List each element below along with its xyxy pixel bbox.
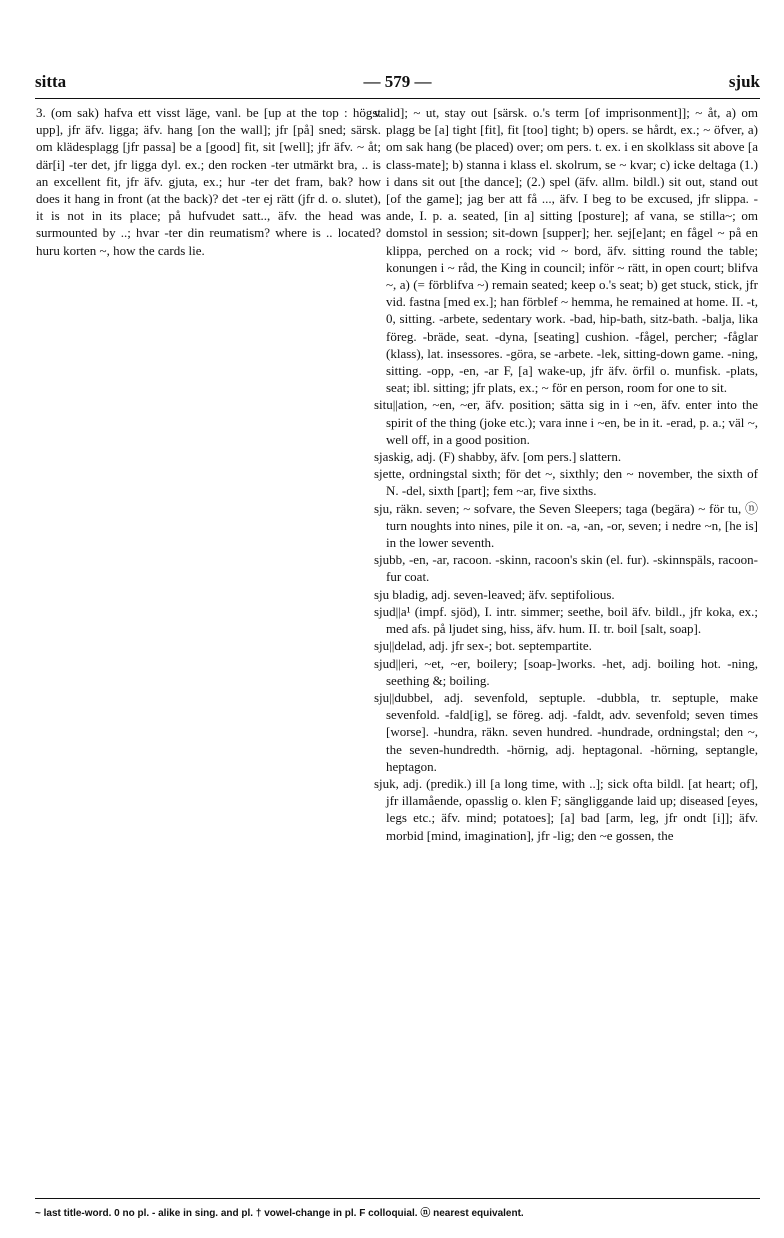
right-running-headword: sjuk bbox=[728, 72, 760, 91]
entry-paragraph: sjud||a¹ (impf. sjöd), I. intr. simmer; seethe, boil äfv. bildl., jfr koka, ex.; med afs. på ljudet sing, hiss, äfv. hum. II. tr. boil [salt, soap]. bbox=[374, 603, 758, 637]
entry-paragraph: valid]; ~ ut, stay out [särsk. o.'s term [of imprisonment]]; ~ åt, a) om plagg be [a] tight [fit], fit [too] tight; b) opers. se hårdt, ex.; ~ öfver, a) om sak hang (be placed) over; om pers. t. ex. i en skolklass sit above [a class-mate]; b) stanna i klass el. skolrum, se ~ kvar; c) icke deltaga (1.) i dans sit out [the dance]; (2.) spel (äfv. allm. bildl.) sit out, stand out [of the game]; jag ber att få ..., äfv. I beg to be excused, jfr slippa. -ande, I. p. a. seated, [in a] sitting [posture]; af vana, se stilla~; om domstol in session; sit-down [supper]; her. sej[e]ant; en fågel ~ på en klippa, perched on a rock; vid ~ bord, äfv. sitting round the table; konungen i ~ råd, the King in council; inför ~ rätt, in open court; blifva ~, a) (= förblifva ~) remain seated; keep o.'s seat; b) get stuck, stick, jfr vid. fastna [med ex.]; han förblef ~ hemma, he remained at home. II. -t, 0, sitting. -arbete, sedentary work. -bad, hip-bath, sitz-bath. -balja, lika föreg. -bräde, seat. -dyna, [seating] cushion. -fågel, percher; -fåglar (klass), lat. insessores. -göra, se -arbete. -lek, sitting-down game. -ning, sitting. -opp, -en, -ar F, [a] wake-up, jfr äfv. örfil o. munfisk. -plats, seat; ibl. sitting; jfr plats, ex.; ~ för en person, room for one to sit. bbox=[374, 105, 758, 396]
right-column bbox=[374, 104, 758, 844]
entry-paragraph: sjud||eri, ~et, ~er, boilery; [soap-]works. -het, adj. boiling hot. -ning, seething &; boiling. bbox=[374, 655, 758, 688]
entry-paragraph: sjubb, -en, -ar, racoon. -skinn, racoon's skin (el. fur). -skinnspäls, racoon-fur coat. bbox=[374, 552, 758, 585]
entry-paragraph: sju, räkn. seven; ~ sofvare, the Seven Sleepers; taga (begära) ~ för tu, ⓝ turn noughts into nines, pile it on. -a, -an, -or, seven; i nedre ~n, [he is] in the lower seventh. bbox=[374, 500, 758, 551]
entry-paragraph: sjuk, adj. (predik.) ill [a long time, with ..]; sick ofta bildl. [at heart; of], jfr illamående, opasslig o. klen F; sängliggande laid up; diseased [eyes, legs etc.; äfv. mind; potatoes]; [a] bad [arm, leg, jfr ondt [i]]; äfv. morbid [mind, imagination], jfr -lig; den ~e gossen, the bbox=[374, 775, 758, 843]
entry-paragraph: sju bladig, adj. seven-leaved; äfv. septifolious. bbox=[374, 586, 615, 602]
header-rule bbox=[35, 98, 760, 99]
entry-paragraph: 3. (om sak) hafva ett visst läge, vanl. be [up at the top : högst upp], jfr äfv. ligga; äfv. hang [on the wall]; jfr [på] sned; särsk. om klädesplagg [jfr passa] be a [good] fit, sit [well]; jfr äfv. ~ åt; där[i] -ter det, jfr ligga dyl. ex.; den rocken -ter utmärkt bra, .. is an excellent fit, jfr äfv. gjuta, ex.; hur -ter det fram, bak? how does it hang in front (at the back)? det -ter ej rätt (jfr d. o. slutet), it is not in its place; på hufvudet satt.., äfv. the head was surmounted by ..; hvar -ter din reumatism? where is .. located? huru korten ~, how the cards lie. bbox=[36, 105, 381, 258]
entry-paragraph: sjaskig, adj. (F) shabby, äfv. [om pers.] slattern. bbox=[374, 449, 622, 465]
abbreviation-key-footer: ~ last title-word. 0 no pl. - alike in sing. and pl. † vowel-change in pl. F colloquial. ⓝ nearest equivalent. bbox=[35, 1208, 524, 1219]
page-header bbox=[35, 72, 760, 100]
entry-paragraph: situ||ation, ~en, ~er, äfv. position; sätta sig in i ~en, äfv. enter into the spirit of the thing (joke etc.); vara inne i ~en, be in it. -erad, p. a.; väl ~, well off, in a good position. bbox=[374, 397, 758, 447]
left-running-headword: sitta bbox=[35, 72, 67, 91]
footer-rule bbox=[35, 1198, 760, 1199]
entry-paragraph: sjette, ordningstal sixth; för det ~, sixthly; den ~ november, the sixth of N. -del, sixth [part]; fem ~ar, five sixths. bbox=[374, 466, 758, 499]
entry-paragraph: sju||dubbel, adj. sevenfold, septuple. -dubbla, tr. septuple, make sevenfold. -fald[ig], se föreg. adj. -faldt, adv. sevenfold; seven times [worse]. -hundra, räkn. seven hundred. -hundrade, ordningstal; den ~, the seven-hundredth. -hörnig, adj. heptagonal. -hörning, septangle, heptagon. bbox=[374, 689, 758, 774]
page-number: — 579 — bbox=[363, 72, 432, 91]
left-column bbox=[36, 104, 381, 259]
entry-paragraph: sju||delad, adj. jfr sex-; bot. septempartite. bbox=[374, 638, 592, 654]
